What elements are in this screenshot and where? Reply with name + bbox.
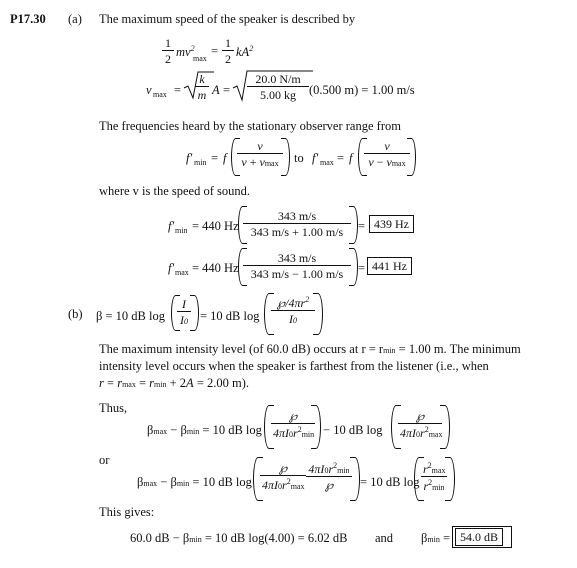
- vmax-result: (0.500 m) = 1.00 m/s: [309, 83, 415, 97]
- this-gives-label: This gives:: [99, 505, 155, 519]
- where-text: where v is the speed of sound.: [99, 184, 251, 198]
- fmin-answer-box: 439 Hz: [369, 215, 414, 233]
- b-paragraph-line-3: r = rmax = rmin + 2A = 2.00 m).: [99, 376, 249, 390]
- frequency-intro: The frequencies heard by the stationary observer range from: [99, 119, 401, 133]
- problem-label: P17.30: [10, 12, 46, 26]
- thus-label: Thus,: [99, 401, 128, 415]
- b-paragraph-line-1: The maximum intensity level (of 60.0 dB) occurs at r = rmin = 1.00 m. The minimum: [99, 342, 521, 356]
- fmax-answer-box: 441 Hz: [367, 257, 412, 275]
- part-b-label: (b): [68, 307, 83, 321]
- or-label: or: [99, 453, 110, 467]
- final-answer-box: 54.0 dB: [455, 528, 503, 546]
- vmax-numerator: 20.0 N/m: [255, 72, 301, 86]
- part-a-label: (a): [68, 12, 82, 26]
- b-paragraph-line-2: intensity level occurs when the speaker is farthest from the listener (i.e., when: [99, 359, 489, 373]
- vmax-denominator: 5.00 kg: [247, 86, 309, 101]
- part-a-intro: The maximum speed of the speaker is described by: [99, 12, 356, 26]
